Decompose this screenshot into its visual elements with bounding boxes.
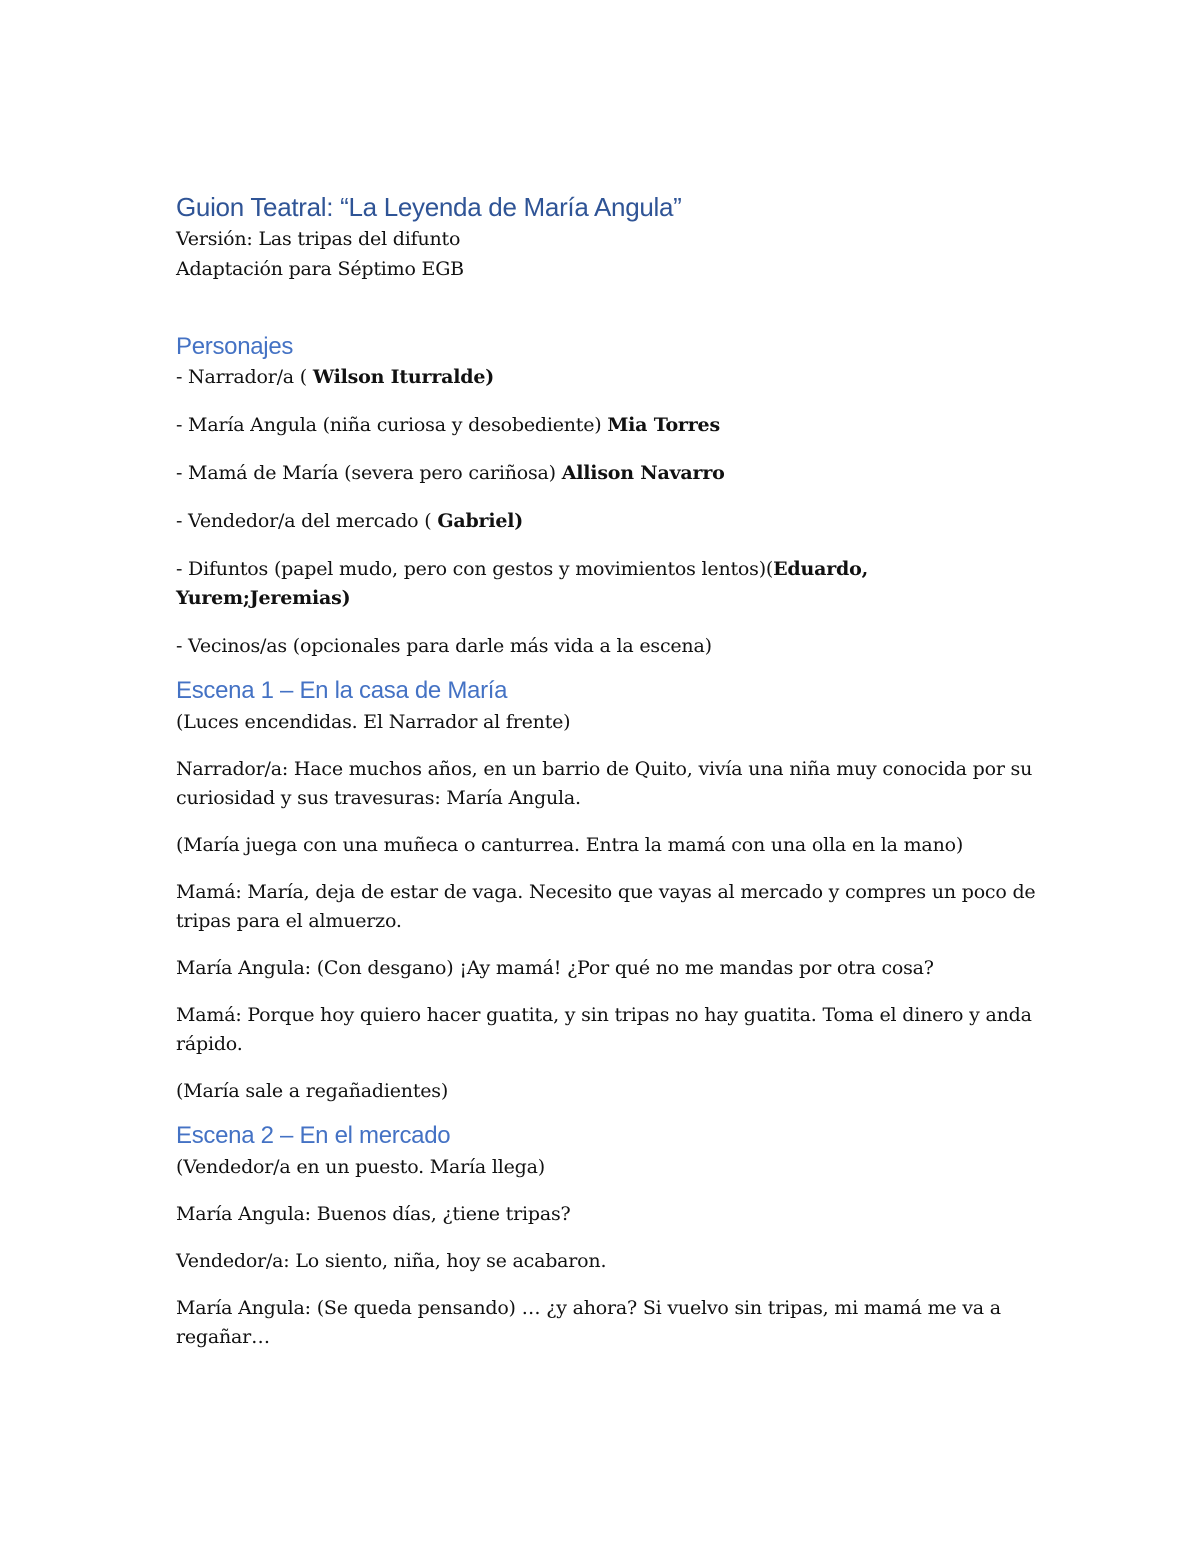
scene1-stage-direction: (Luces encendidas. El Narrador al frente) xyxy=(176,711,571,733)
character-narrator: - Narrador/a ( Wilson Iturralde) xyxy=(176,366,495,388)
scene1-paragraph: (María juega con una muñeca o canturrea. Entra la mamá con una olla en la mano) xyxy=(176,834,964,856)
document-title: Guion Teatral: “La Leyenda de María Angula” xyxy=(176,192,682,222)
character-vecinos: - Vecinos/as (opcionales para darle más vida a la escena) xyxy=(176,635,712,657)
actor-name: Allison Navarro xyxy=(561,462,725,484)
actor-name: Wilson Iturralde xyxy=(312,366,486,388)
actor-name: Eduardo, xyxy=(773,558,869,580)
scene1-paragraph: María Angula: (Con desgano) ¡Ay mamá! ¿Por qué no me mandas por otra cosa? xyxy=(176,957,934,979)
actor-name: Gabriel xyxy=(437,510,515,532)
actor-name: Mia Torres xyxy=(607,414,720,436)
scene2-paragraph: María Angula: Buenos días, ¿tiene tripas? xyxy=(176,1203,571,1225)
characters-heading: Personajes xyxy=(176,333,294,360)
scene1-heading: Escena 1 – En la casa de María xyxy=(176,677,508,704)
actor-name: Yurem;Jeremias) xyxy=(176,587,351,609)
scene2-paragraph: Vendedor/a: Lo siento, niña, hoy se acabaron. xyxy=(176,1250,607,1272)
character-maria: - María Angula (niña curiosa y desobediente) Mia Torres xyxy=(176,414,720,436)
scene2-stage-direction: (Vendedor/a en un puesto. María llega) xyxy=(176,1156,545,1178)
adaptation-line: Adaptación para Séptimo EGB xyxy=(176,258,464,280)
scene2-heading: Escena 2 – En el mercado xyxy=(176,1122,451,1149)
scene1-paragraph: (María sale a regañadientes) xyxy=(176,1080,449,1102)
scene1-paragraph: Mamá: Porque hoy quiero hacer guatita, y sin tripas no hay guatita. Toma el dinero y anda rápido. xyxy=(176,1004,1032,1055)
scene1-paragraph: Narrador/a: Hace muchos años, en un barrio de Quito, vivía una niña muy conocida por su curiosidad y sus travesuras: María Angula. xyxy=(176,758,1033,809)
version-line: Versión: Las tripas del difunto xyxy=(176,228,461,250)
scene2-paragraph: María Angula: (Se queda pensando) … ¿y ahora? Si vuelvo sin tripas, mi mamá me va a regañar… xyxy=(176,1297,1001,1348)
document-page xyxy=(176,190,1036,1370)
character-vendedor: - Vendedor/a del mercado ( Gabriel) xyxy=(176,510,524,532)
character-mama: - Mamá de María (severa pero cariñosa) Allison Navarro xyxy=(176,462,725,484)
character-difuntos: - Difuntos (papel mudo, pero con gestos y movimientos lentos)(Eduardo, Yurem;Jeremias) xyxy=(176,558,869,609)
scene1-paragraph: Mamá: María, deja de estar de vaga. Necesito que vayas al mercado y compres un poco de tripas para el almuerzo. xyxy=(176,881,1036,932)
